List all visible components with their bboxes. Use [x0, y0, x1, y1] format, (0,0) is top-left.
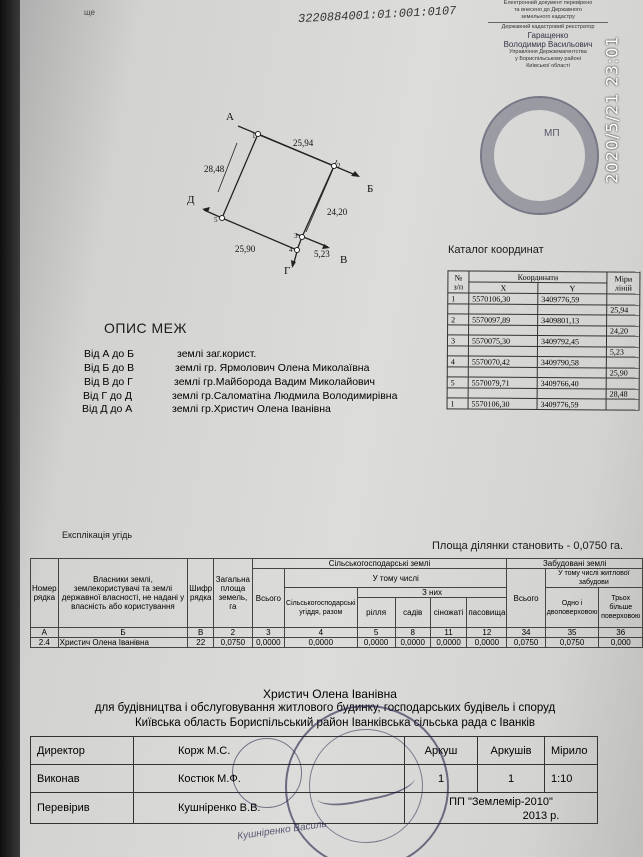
vertex-marker: [220, 216, 225, 221]
company-name: ПП "Землемір-2010": [449, 796, 553, 808]
coord-y: 3409776,59: [537, 398, 606, 409]
boundaries-title: ОПИС МЕЖ: [104, 320, 187, 336]
vertex-label-b: Б: [367, 183, 374, 195]
header-area: Загальна площа земель, га: [214, 559, 253, 628]
header-row-num: Номер рядка: [31, 559, 59, 628]
coord-y: 3409790,58: [537, 356, 606, 367]
header-hay: сіножаті: [430, 598, 467, 628]
boundary-desc: землі гр. Ярмолович Олена Миколаївна: [175, 362, 370, 374]
approval-line: Електронний документ перевірено: [503, 0, 593, 6]
catalog-col-len: Міри ліній: [607, 272, 640, 294]
point-num: 4: [447, 356, 468, 367]
seal-signature-name: Кушніренко Василь: [236, 818, 328, 843]
director-label: Директор: [31, 737, 134, 765]
vertex-number: 3: [294, 232, 298, 240]
coord-x: 5570070,42: [468, 356, 537, 367]
header-of-them: З них: [357, 588, 507, 598]
corner-mark: ще: [84, 8, 95, 17]
point-num: 5: [447, 377, 468, 388]
explication-title: Експлікація угідь: [62, 530, 133, 540]
coord-x: 5570097,89: [469, 314, 538, 325]
vertex-marker: [295, 248, 300, 253]
coord-y: 3409801,13: [538, 314, 607, 325]
checked-label: Перевірив: [31, 793, 134, 824]
header-agri-lands: Сільськогосподарські угіддя, разом: [285, 588, 357, 628]
point-num: 1: [448, 293, 469, 304]
header-arable: рілля: [357, 598, 395, 628]
vertex-number: 4: [289, 246, 293, 254]
line-length: 5,23: [606, 347, 639, 357]
approval-line: Державний кадастровий реєстратор: [501, 24, 595, 30]
boundary-desc: землі гр.Майборода Вадим Миколайович: [174, 376, 375, 388]
vertex-number: 2: [337, 162, 341, 170]
sheets-value: 1: [478, 765, 545, 793]
header-code: Шифр рядка: [188, 559, 214, 628]
vertex-marker: [300, 235, 305, 240]
boundary-from: Від Б до В: [84, 362, 135, 374]
coord-x: 5570075,30: [468, 335, 537, 346]
director-name: Корж М.С.: [134, 737, 405, 765]
coord-y: 3409766,40: [537, 377, 606, 388]
approval-line: у Бориспільському районі: [515, 56, 581, 62]
cadastral-number: 3220884001:01:001:0107: [297, 3, 457, 27]
point-num: 1: [447, 398, 468, 409]
coord-x: 5570106,30: [469, 293, 538, 304]
length-label: 25,90: [235, 244, 256, 254]
land-purpose: для будівництва і обслуговування житлового будинку, господарських будівель і споруд: [94, 702, 556, 714]
vertex-number: 5: [214, 216, 218, 224]
boundary-desc: землі заг.корист.: [177, 348, 257, 360]
coord-x: 5570106,30: [468, 398, 537, 409]
parcel-area: Площа ділянки становить - 0,0750 га.: [432, 540, 624, 552]
explication-table: [30, 558, 643, 648]
sheet-label: Аркуш: [405, 737, 478, 765]
line-length: 24,20: [607, 326, 640, 336]
length-label: 5,23: [314, 249, 330, 259]
header-built: Забудовані землі: [507, 559, 643, 569]
sheets-label: Аркушів: [478, 737, 545, 765]
catalog-title: Каталог координат: [448, 244, 544, 256]
header-one-two: Одно і двоповерховою: [545, 588, 599, 628]
sheet-value: 1: [405, 765, 478, 793]
header-gardens: садів: [395, 598, 430, 628]
approval-line: Управління Держземагентства: [509, 49, 587, 55]
scale-label: Мірило: [545, 737, 598, 765]
scale-value: 1:10: [545, 765, 598, 793]
arrow-line-bv: [306, 160, 337, 232]
approval-line: Київської області: [526, 63, 570, 69]
catalog-col-x: X: [469, 282, 538, 293]
header-pasture: пасовища: [467, 598, 507, 628]
checked-name: Кушніренко В.В.: [134, 793, 405, 824]
vertex-label-a: А: [226, 111, 234, 123]
registrar-surname: Гаращенко: [527, 31, 569, 40]
boundary-from: Від В до Г: [84, 376, 133, 388]
executor-label: Виконав: [31, 765, 134, 793]
arrowhead: [291, 260, 296, 268]
registrar-name: Володимир Васильович: [503, 40, 593, 49]
line-length: 25,90: [606, 368, 639, 378]
catalog-col-num: № з/п: [448, 271, 469, 293]
land-location: Київська область Бориспільський район Іванківська сільська рада с Іванків: [134, 717, 536, 729]
boundary-from: Від Г до Д: [83, 390, 132, 402]
header-three: Трьох більше поверховою: [599, 588, 643, 628]
header-owner: Власники землі, землекористувачі та землі державної власності, не надані у власність або користування: [58, 559, 188, 628]
vertex-marker: [332, 164, 337, 169]
vertex-label-v: В: [340, 254, 348, 266]
seal-label: МП: [544, 128, 560, 139]
point-num: 2: [448, 314, 469, 325]
boundary-desc: землі гр.Христич Олена Іванівна: [172, 403, 331, 415]
boundary-from: Від Д до А: [82, 403, 133, 415]
header-agricultural: Сільськогосподарські землі: [252, 559, 507, 569]
timestamp-text: 2020/5/21 23:01: [602, 35, 622, 184]
header-built-total: Всього: [507, 569, 545, 628]
header-agri-total: Всього: [252, 569, 284, 628]
line-length: 25,94: [607, 305, 640, 315]
vertex-marker: [256, 132, 261, 137]
length-label: 28,48: [204, 164, 225, 174]
length-label: 25,94: [293, 138, 314, 148]
header-built-incl: У тому числі житлової забудови: [545, 569, 642, 588]
vertex-label-g: Г: [284, 265, 291, 277]
table-row: [447, 398, 639, 410]
catalog-col-y: Y: [538, 282, 607, 293]
executor-name: Костюк М.Ф.: [134, 765, 405, 793]
catalog-col-coords: Координати: [469, 271, 607, 283]
coord-y: 3409776,59: [538, 293, 607, 304]
vertex-label-d: Д: [187, 194, 195, 206]
parcel-diagram: [0, 0, 643, 300]
owner-name: Христич Олена Іванівна: [263, 687, 397, 701]
table-row: А Б В 2 3 4 5 8 11 12 34 35 36: [31, 628, 643, 638]
approval-line: земельного кадастру: [521, 14, 575, 20]
coord-x: 5570079,71: [468, 377, 537, 388]
parcel-boundary: [222, 134, 334, 250]
point-num: 3: [447, 335, 468, 346]
header-including: У тому числі: [285, 569, 507, 588]
length-label: 24,20: [327, 207, 348, 217]
vertex-number: 1: [252, 132, 256, 140]
table-row: 2.4 Христич Олена Іванівна 22 0,0750 0,0000 0,0000 0,0000 0,0000 0,0000 0,0000 0,0750 0,0750 0,000: [31, 638, 643, 648]
line-length: 28,48: [606, 389, 639, 399]
boundary-from: Від А до Б: [84, 348, 135, 360]
coord-y: 3409792,45: [537, 335, 606, 346]
company-year: 2013 р.: [522, 810, 560, 822]
approval-line: та внесено до Державного: [514, 7, 582, 13]
coordinate-catalog: [447, 270, 641, 410]
boundary-desc: землі гр.Саломатіна Людмила Володимирівна: [172, 390, 398, 402]
